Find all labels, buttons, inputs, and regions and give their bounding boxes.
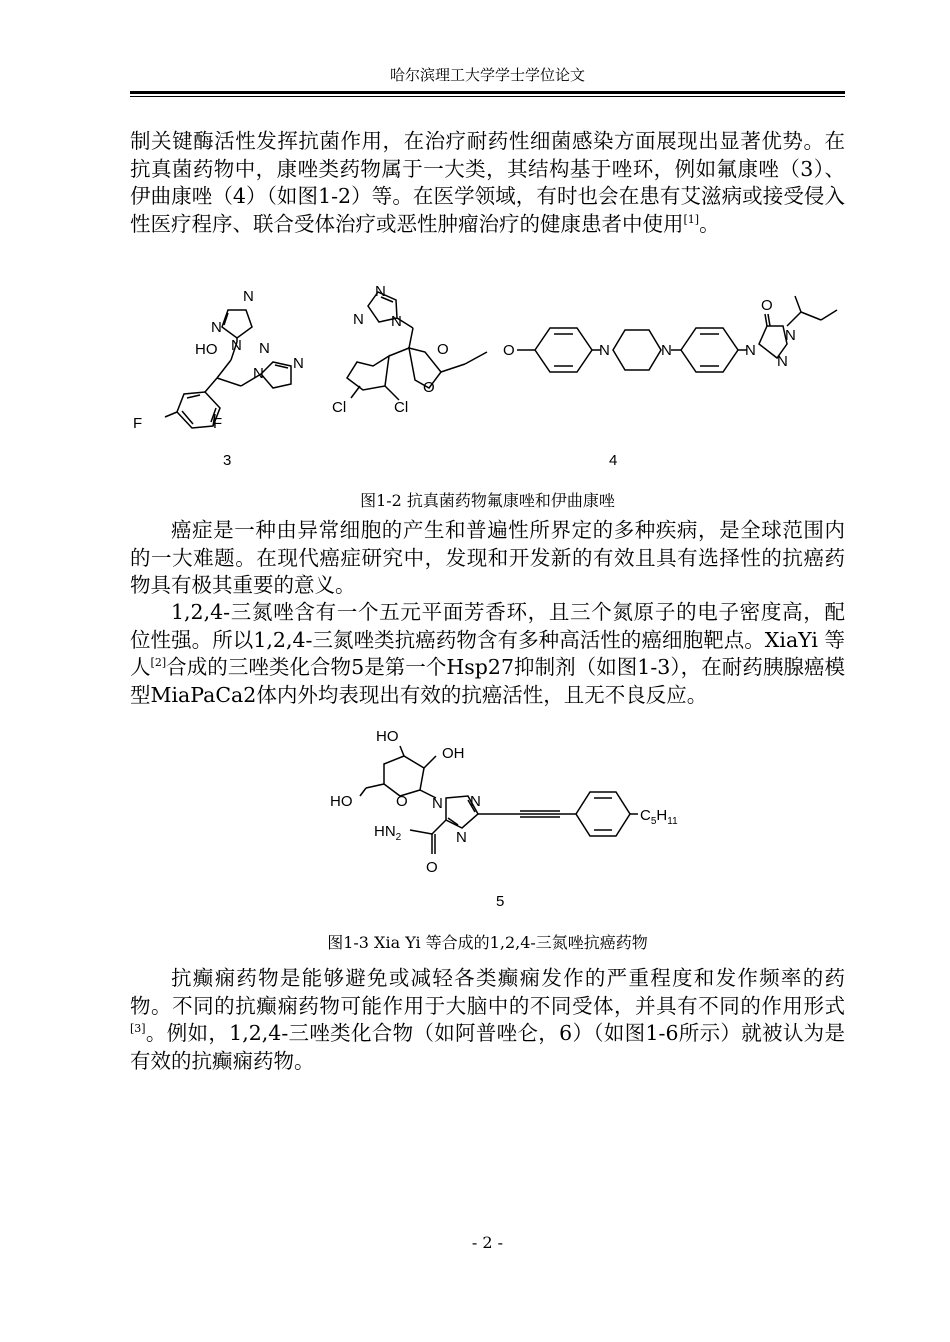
- paragraph-antifungal: [130, 128, 845, 238]
- paragraph-antiepileptic: [130, 965, 845, 1075]
- atom-subscript: 5: [650, 816, 657, 827]
- atom-label: N: [470, 793, 481, 810]
- atom-label: N: [293, 355, 304, 372]
- atom-label: F: [213, 415, 223, 432]
- paragraph-text: 。: [699, 211, 720, 236]
- compound-3-structure: [165, 310, 291, 428]
- atom-label: O: [423, 379, 435, 396]
- atom-label: N: [211, 319, 222, 336]
- atom-label: N: [432, 795, 443, 812]
- atom-label: N: [745, 342, 756, 359]
- compound-label-4: 4: [609, 452, 618, 469]
- atom-label: O: [503, 342, 515, 359]
- atom-label: N: [253, 365, 264, 382]
- atom-label: O: [437, 341, 449, 358]
- atom-label: Cl: [332, 399, 347, 416]
- paragraph-text: 抗癫痫药物是能够避免或减轻各类癫痫发作的严重程度和发作频率的药物。不同的抗癫痫药物可能作用于大脑中的不同受体，并具有不同的作用形式: [130, 966, 845, 1018]
- compound-label-5: 5: [496, 893, 505, 910]
- paragraph-text: 。例如，1,2,4-三唑类化合物（如阿普唑仑，6）（如图1-6所示）就被认为是有效的抗癫痫药物。: [130, 1021, 845, 1073]
- atom-label: N: [785, 327, 796, 344]
- atom-label: O: [761, 297, 773, 314]
- citation-ref: [2]: [150, 656, 167, 670]
- atom-label: N: [375, 283, 386, 300]
- atom-label: N: [599, 342, 610, 359]
- page-header: 哈尔滨理工大学学士学位论文: [389, 66, 585, 84]
- figure-1-2: [125, 280, 845, 470]
- atom-label: N: [243, 288, 254, 305]
- figure-1-3-caption: 图1-3 Xia Yi 等合成的1,2,4-三氮唑抗癌药物: [327, 933, 648, 952]
- atom-label: HO: [376, 728, 399, 745]
- paragraph-cancer: 癌症是一种由异常细胞的产生和普遍性所界定的多种疾病，是全球范围内的一大难题。在现代癌症研究中，发现和开发新的有效且具有选择性的抗癌药物具有极其重要的意义。: [130, 518, 845, 597]
- atom-label: Cl: [394, 399, 409, 416]
- atom-subscript: 2: [395, 832, 402, 843]
- atom-label: C: [640, 807, 651, 824]
- paragraph-triazole: [130, 599, 845, 709]
- atom-label: O: [396, 793, 408, 810]
- atom-label: N: [661, 342, 672, 359]
- atom-label: N: [231, 337, 242, 354]
- atom-label: H: [656, 807, 668, 824]
- atom-label: N: [456, 829, 467, 846]
- paragraph-text: 合成的三唑类化合物5是第一个Hsp27抑制剂（如图1-3），在耐药胰腺癌模型MiaPaCa2体内外均表现出有效的抗癌活性，且无不良反应。: [130, 655, 845, 707]
- header-rule-thick: [130, 91, 845, 94]
- paragraph-text: 1,2,4-三氮唑含有一个五元平面芳香环，且三个氮原子的电子密度高，配位性强。所以1,2,4-三氮唑类抗癌药物含有多种高活性的癌细胞靶点。XiaYi 等人: [130, 600, 845, 679]
- atom-label: O: [426, 859, 438, 876]
- atom-label: OH: [442, 745, 465, 762]
- figure-1-3: [320, 726, 710, 916]
- atom-label: HO: [330, 793, 353, 810]
- compound-label-3: 3: [223, 452, 232, 469]
- atom-label: F: [133, 415, 143, 432]
- svg-text:C5H11: [640, 807, 678, 827]
- paragraph-text: 制关键酶活性发挥抗菌作用，在治疗耐药性细菌感染方面展现出显著优势。在抗真菌药物中，康唑类药物属于一大类，其结构基于唑环，例如氟康唑（3）、伊曲康唑（4）（如图1-2）等。在医学领域，有时也会在患有艾滋病或接受侵入性医疗程序、联合受体治疗或恶性肿瘤治疗的健康患者中使用: [130, 129, 845, 236]
- page-number: - 2 -: [471, 1233, 504, 1252]
- atom-label: HO: [195, 341, 218, 358]
- svg-text:HN2: [374, 823, 402, 843]
- citation-ref: [3]: [130, 1022, 146, 1036]
- atom-label: N: [391, 313, 402, 330]
- atom-label: N: [259, 340, 270, 357]
- citation-ref: [1]: [683, 212, 700, 226]
- atom-subscript: 11: [667, 816, 678, 827]
- atom-label: N: [353, 311, 364, 328]
- atom-label: HN: [374, 823, 396, 840]
- figure-1-2-caption: 图1-2 抗真菌药物氟康唑和伊曲康唑: [360, 491, 615, 510]
- atom-label: N: [777, 353, 788, 370]
- header-rule-thin: [130, 96, 845, 97]
